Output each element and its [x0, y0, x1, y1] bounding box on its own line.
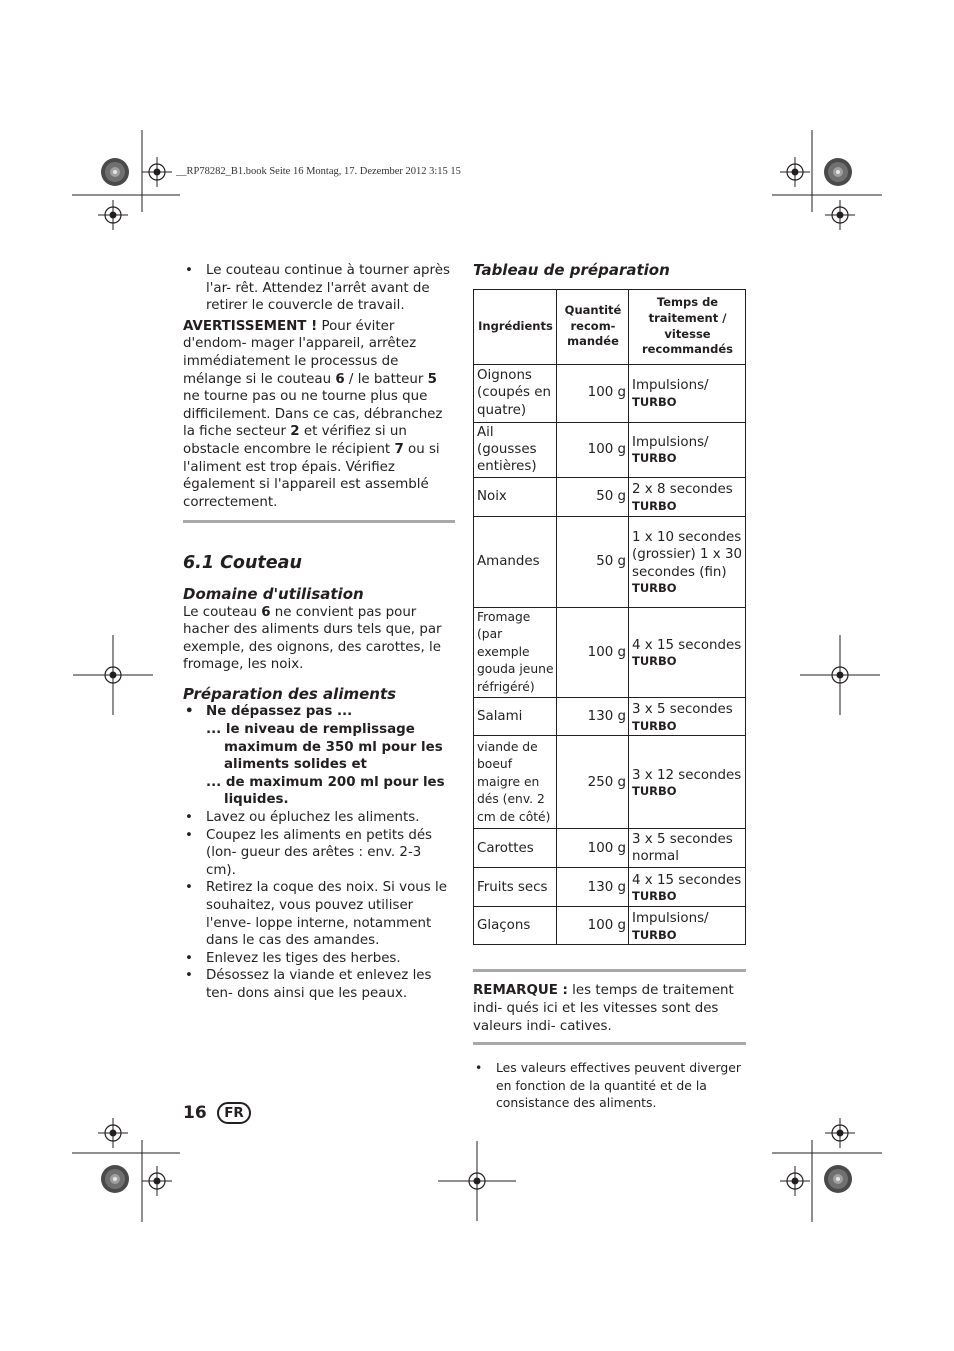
- speed-label: TURBO: [632, 580, 677, 595]
- usage-text: ne convient pas pour hacher des aliments durs tels que, par exemple, des oignons, des carottes, le fromage, les noix.: [183, 604, 442, 673]
- part-number: 6: [261, 604, 271, 620]
- time-cell: [629, 698, 746, 736]
- table-title: Tableau de préparation: [473, 261, 670, 279]
- time-cell: [629, 364, 746, 422]
- speed-label: normal: [632, 849, 679, 865]
- quantity-cell: 100 g: [557, 829, 629, 868]
- table-row: [474, 829, 746, 868]
- usage-paragraph: [183, 604, 455, 674]
- table-row: [474, 516, 746, 607]
- list-item: • Enlevez les tiges des herbes.: [183, 950, 455, 968]
- time-text: 2 x 8 secondes: [632, 482, 733, 498]
- time-cell: [629, 736, 746, 829]
- speed-label: TURBO: [632, 451, 677, 466]
- time-text: 3 x 12 secondes: [632, 767, 742, 783]
- time-cell: [629, 907, 746, 945]
- quantity-cell: 130 g: [557, 698, 629, 736]
- ingredient-cell: Glaçons: [474, 907, 557, 945]
- ingredient-cell: Salami: [474, 698, 557, 736]
- ingredient-cell: Noix: [474, 477, 557, 516]
- section-title: 6.1 Couteau: [183, 553, 302, 574]
- column-header: Ingrédients: [474, 289, 557, 364]
- speed-label: TURBO: [632, 927, 677, 942]
- table-row: [474, 607, 746, 698]
- usage-title: Domaine d'utilisation: [183, 584, 364, 603]
- table-header-row: [474, 289, 746, 364]
- preparation-title: Préparation des aliments: [183, 684, 397, 703]
- time-text: 4 x 15 secondes: [632, 637, 742, 653]
- time-cell: [629, 516, 746, 607]
- time-cell: [629, 477, 746, 516]
- ingredient-cell: viande de boeuf maigre en dés (env. 2 cm de côté): [474, 736, 557, 829]
- time-text: Impulsions/: [632, 435, 709, 450]
- speed-label: TURBO: [632, 718, 677, 733]
- list-item: • Retirez la coque des noix. Si vous le souhaitez, vous pouvez utiliser l'enve- loppe interne, notamment dans le cas des amandes.: [183, 879, 455, 949]
- time-text: 3 x 5 secondes: [632, 702, 733, 718]
- list-item: • Les valeurs effectives peuvent diverger en fonction de la quantité et de la consistance des aliments.: [473, 1059, 746, 1112]
- note-text: les temps de traitement indi- qués ici et les vitesses sont des valeurs indi- catives.: [473, 983, 734, 1034]
- table-row: [474, 364, 746, 422]
- time-cell: [629, 607, 746, 698]
- right-column: [473, 262, 746, 1112]
- divider: [473, 969, 746, 972]
- time-cell: [629, 829, 746, 868]
- speed-label: TURBO: [632, 784, 677, 799]
- quantity-cell: 100 g: [557, 607, 629, 698]
- intro-list: [183, 262, 455, 315]
- preparation-table: [473, 289, 746, 946]
- final-list: [473, 1059, 746, 1112]
- divider: [183, 520, 455, 523]
- table-row: [474, 907, 746, 945]
- time-text: 1 x 10 secondes (grossier) 1 x 30 secondes (fin): [632, 529, 743, 580]
- warning-text: Pour éviter d'endom- mager l'appareil, arrêtez immédiatement le processus de mélange si le couteau: [183, 318, 417, 387]
- speed-label: TURBO: [632, 654, 677, 669]
- usage-text: Le couteau: [183, 604, 262, 620]
- part-number: 7: [394, 441, 404, 457]
- quantity-cell: 100 g: [557, 364, 629, 422]
- warning-text: ne tourne pas ou ne tourne plus que difficilement. Dans ce cas, débranchez la fiche secteur: [183, 389, 443, 440]
- note-label: REMARQUE :: [473, 983, 568, 999]
- language-badge: FR: [217, 1102, 251, 1124]
- list-item: • Le couteau continue à tourner après l'ar- rêt. Attendez l'arrêt avant de retirer le couvercle de travail.: [183, 262, 455, 315]
- list-item: • Désossez la viande et enlevez les ten- dons ainsi que les peaux.: [183, 967, 455, 1002]
- speed-label: TURBO: [632, 498, 677, 513]
- time-cell: [629, 868, 746, 907]
- speed-label: TURBO: [632, 889, 677, 904]
- warning-text: / le batteur: [344, 371, 428, 387]
- list-item: • Coupez les aliments en petits dés (lon- gueur des arêtes : env. 2-3 cm).: [183, 827, 455, 880]
- warning-label: AVERTISSEMENT !: [183, 318, 318, 334]
- ingredient-cell: Carottes: [474, 829, 557, 868]
- table-row: [474, 477, 746, 516]
- ingredient-cell: Ail (gousses entières): [474, 422, 557, 477]
- ingredient-cell: Fromage (par exemple gouda jeune réfrigéré): [474, 607, 557, 698]
- quantity-cell: 50 g: [557, 516, 629, 607]
- column-header: Temps de traitement / vitesse recommandés: [629, 289, 746, 364]
- page-number: 16: [183, 1103, 207, 1123]
- time-cell: [629, 422, 746, 477]
- ingredient-cell: Amandes: [474, 516, 557, 607]
- limit-line: ... de maximum 200 ml pour les liquides.: [206, 774, 445, 808]
- time-text: Impulsions/: [632, 911, 709, 927]
- time-text: 3 x 5 secondes: [632, 831, 733, 847]
- part-number: 6: [335, 371, 345, 387]
- quantity-cell: 250 g: [557, 736, 629, 829]
- ingredient-cell: Oignons (coupés en quatre): [474, 364, 557, 422]
- table-row: [474, 868, 746, 907]
- preparation-list: [183, 809, 455, 1003]
- warning-paragraph: [183, 318, 455, 512]
- quantity-cell: 100 g: [557, 907, 629, 945]
- table-row: [474, 422, 746, 477]
- left-column: [183, 262, 455, 1003]
- list-item: [183, 703, 455, 809]
- part-number: 2: [290, 424, 300, 440]
- limit-heading: Ne dépassez pas ...: [206, 704, 353, 720]
- part-number: 5: [427, 371, 437, 387]
- ingredient-cell: Fruits secs: [474, 868, 557, 907]
- table-row: [474, 736, 746, 829]
- list-item: • Lavez ou épluchez les aliments.: [183, 809, 455, 827]
- time-text: Impulsions/: [632, 378, 709, 394]
- column-header: Quantité recom- mandée: [557, 289, 629, 364]
- time-text: 4 x 15 secondes: [632, 872, 742, 888]
- table-row: [474, 698, 746, 736]
- limit-list: [183, 703, 455, 809]
- quantity-cell: 100 g: [557, 422, 629, 477]
- quantity-cell: 130 g: [557, 868, 629, 907]
- print-header: __RP78282_B1.book Seite 16 Montag, 17. Dezember 2012 3:15 15: [176, 166, 461, 177]
- limit-line: ... le niveau de remplissage maximum de 350 ml pour les aliments solides et: [206, 722, 443, 773]
- warning-text: ou si l'aliment est trop épais. Vérifiez également si l'appareil est assemblé correctement.: [183, 441, 440, 510]
- divider: [473, 1042, 746, 1045]
- quantity-cell: 50 g: [557, 477, 629, 516]
- warning-text: et vérifiez si un obstacle encombre le récipient: [183, 424, 407, 457]
- note-paragraph: [473, 982, 746, 1035]
- speed-label: TURBO: [632, 394, 677, 409]
